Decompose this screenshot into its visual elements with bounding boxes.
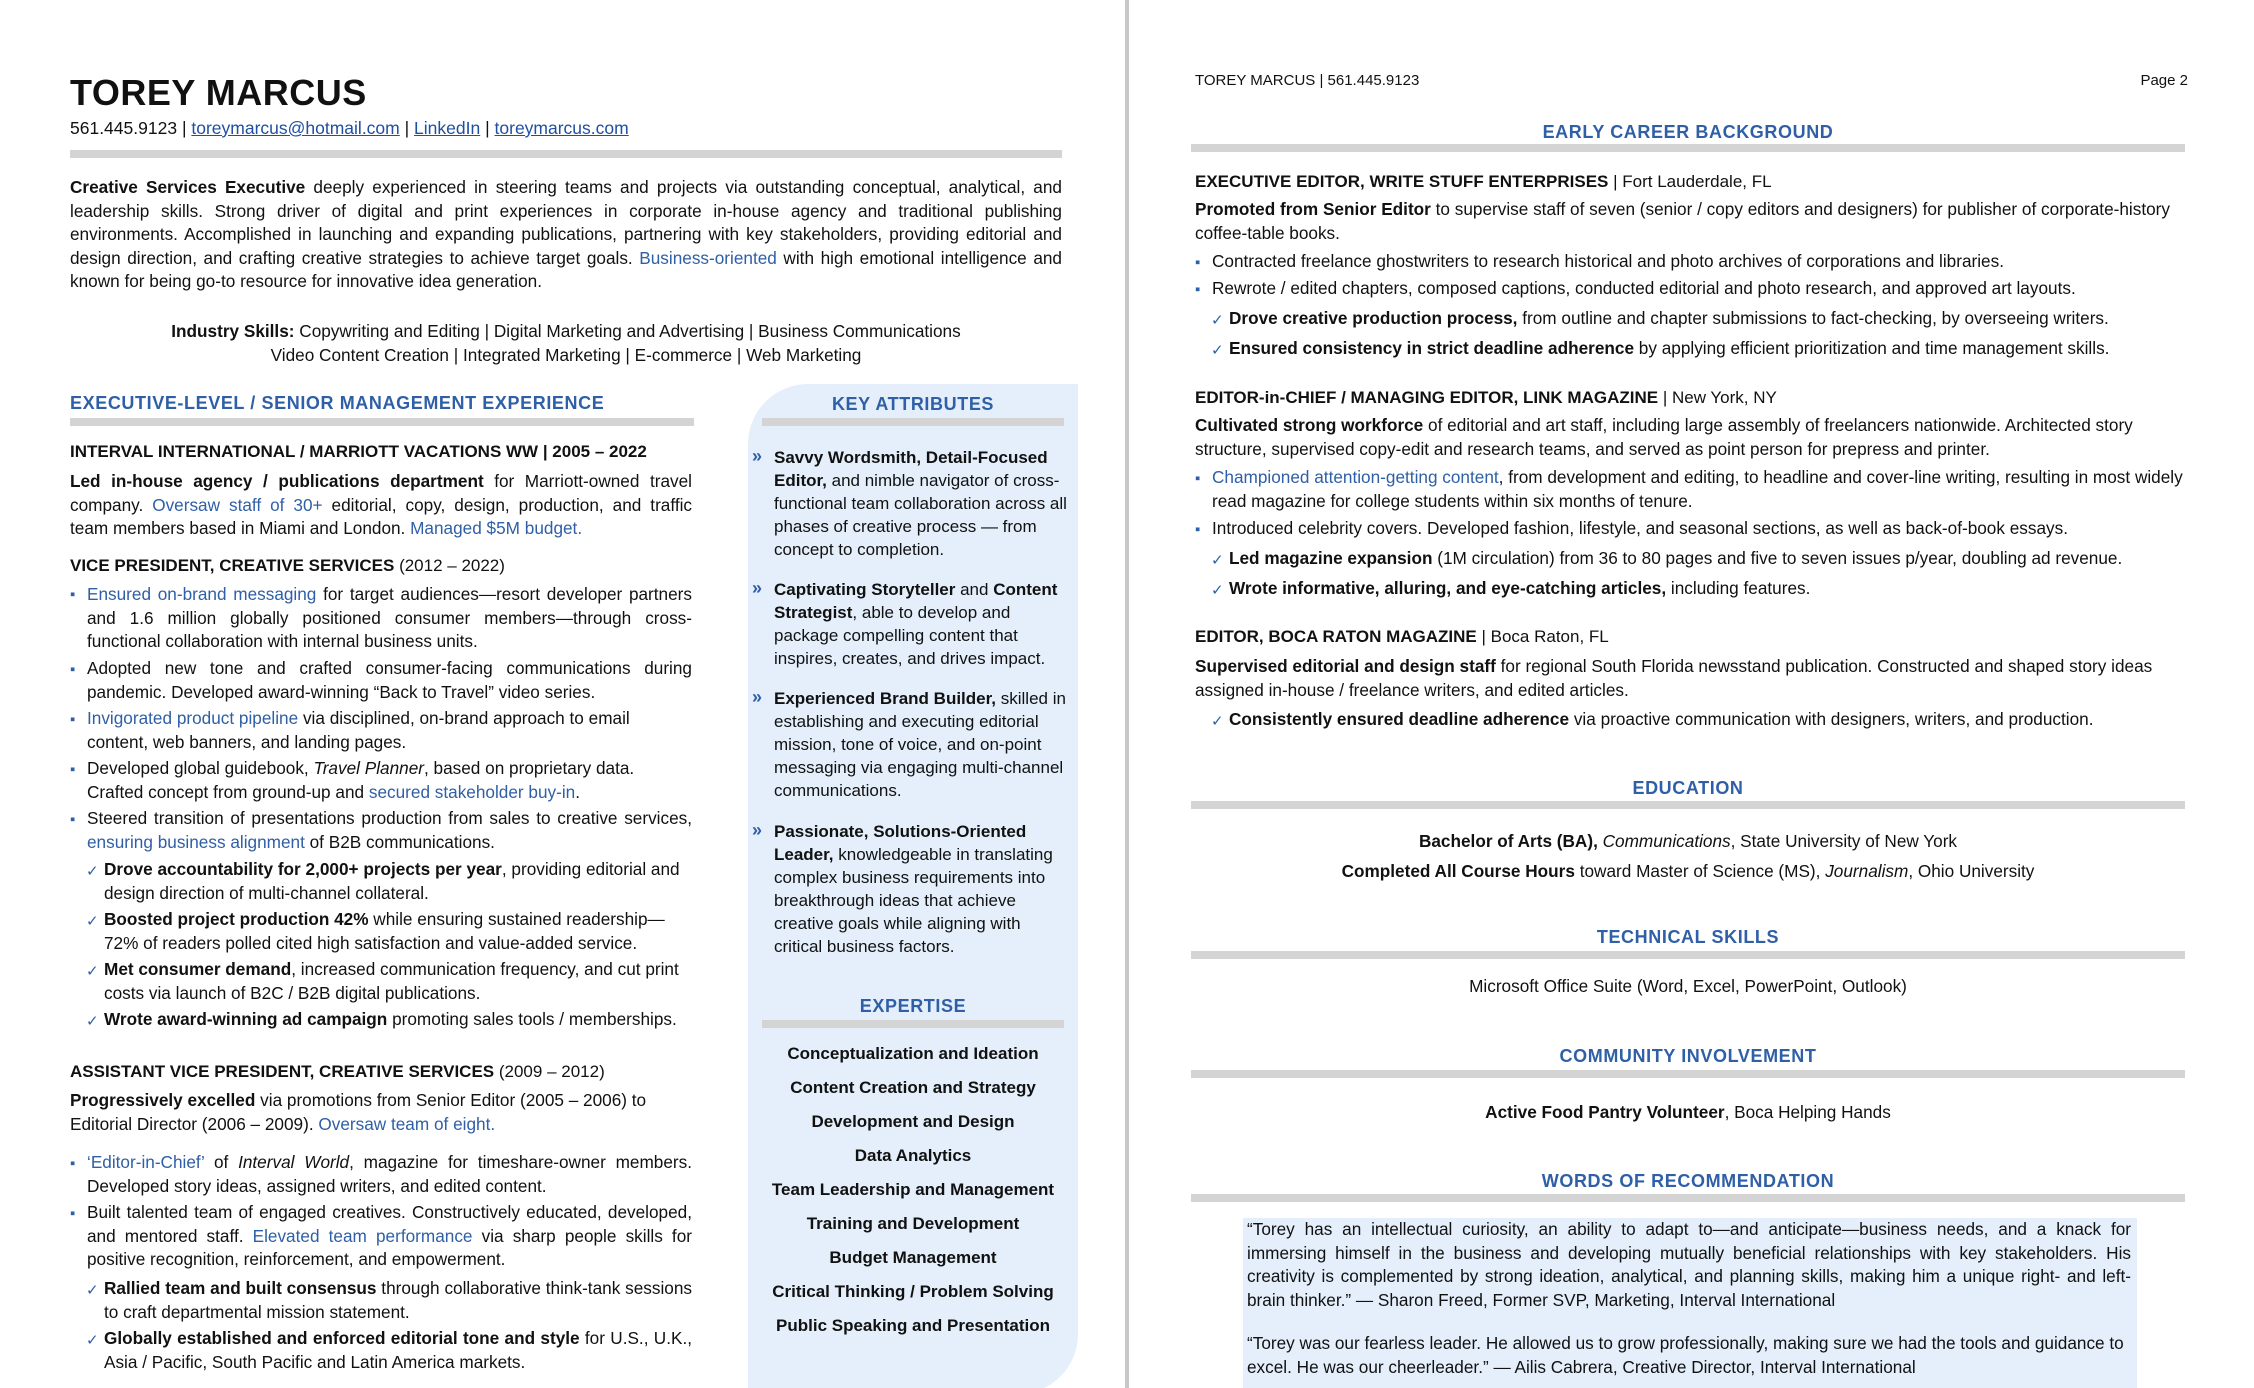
- community-rule: [1191, 1070, 2185, 1078]
- bullet-square-icon: ▪: [1195, 281, 1201, 298]
- experience-rule: [70, 418, 694, 426]
- avp-title: [70, 1062, 605, 1082]
- recommendation-quote-1: “Torey has an intellectual curiosity, an ability to adapt to—and anticipate—business needs, and a knack for immersing himself in the business and developing mutually beneficial relationships with key stakeholders. His creativity is complemented by strong ideation, analytical, and planning skills, making him a unique right- and left-brain thinker.” — Sharon Freed, Former SVP, Marketing, Interval International: [1247, 1219, 2131, 1310]
- vp-bullet-2: Adopted new tone and crafted consumer-facing communications during pandemic. Developed award-winning “Back to Travel” video series.: [87, 658, 692, 702]
- expertise-item: Training and Development: [806, 1214, 1020, 1233]
- bullet-square-icon: ▪: [70, 761, 76, 778]
- vp-bullet-5-highlight: ensuring business alignment: [87, 831, 305, 852]
- vp-check-4-text: promoting sales tools / memberships.: [387, 1009, 677, 1029]
- vp-bullet-4: [87, 757, 692, 804]
- avp-check-2-bold: Globally established and enforced editorial tone and style: [104, 1328, 580, 1348]
- avp-bullet-2-highlight: Elevated team performance: [252, 1225, 473, 1246]
- vp-bullet-5: [87, 807, 692, 854]
- education-heading: EDUCATION: [1632, 778, 1744, 798]
- vp-years: (2012 – 2022): [394, 556, 505, 575]
- chevron-icon: »: [752, 578, 763, 598]
- technical-skills-rule: [1191, 951, 2185, 959]
- expertise-item: Data Analytics: [854, 1146, 972, 1165]
- employer-intro-text: for Marriott-owned travel company.: [70, 471, 692, 515]
- job-1-location: | Fort Lauderdale, FL: [1608, 172, 1772, 191]
- avp-role: ASSISTANT VICE PRESIDENT, CREATIVE SERVICES: [70, 1062, 495, 1081]
- coursework-school: , Ohio University: [1908, 861, 2035, 881]
- key-attribute-2: [774, 578, 1070, 670]
- early-career-rule: [1191, 144, 2185, 152]
- vp-role: VICE PRESIDENT, CREATIVE SERVICES: [70, 556, 395, 575]
- avp-intro-highlight: Oversaw team of eight.: [318, 1113, 496, 1134]
- education-rule: [1191, 801, 2185, 809]
- bullet-square-icon: ▪: [70, 1205, 76, 1222]
- employer-intro-highlight2: Managed $5M budget.: [410, 518, 583, 538]
- job-1-intro-bold: Promoted from Senior Editor: [1195, 199, 1431, 219]
- avp-bullet-2-text: Built talented team of engaged creatives. Constructively educated, developed, and mentored staff.: [87, 1202, 692, 1246]
- key-attribute-1: [774, 446, 1070, 561]
- expertise-item: Critical Thinking / Problem Solving: [772, 1282, 1054, 1301]
- vp-check-1-bold: Drove accountability for 2,000+ projects per year: [104, 859, 502, 879]
- attributes-sidebar: [748, 384, 1078, 1388]
- avp-bullet-2-text2: via sharp people skills for positive recognition, reinforcement, and empowerment.: [87, 1225, 692, 1269]
- job-2-bullet-1-text: , from development and editing, to headline and cover-line writing, resulting in most widely read magazine for college students within six months of tenure.: [1212, 467, 2183, 511]
- separator: |: [404, 118, 410, 138]
- job-2-intro-bold: Cultivated strong workforce: [1195, 415, 1424, 435]
- bullet-square-icon: ▪: [70, 811, 76, 828]
- vp-check-3-bold: Met consumer demand: [104, 959, 292, 979]
- separator: |: [181, 118, 187, 138]
- degree-line: [1191, 826, 2185, 856]
- avp-check-1-text: through collaborative think-tank sessions to craft departmental mission statement.: [104, 1278, 693, 1322]
- job-1-intro: [1195, 198, 2185, 245]
- employer-intro-text2: editorial, copy, design, production, and traffic team members based in Miami and London.: [70, 494, 693, 538]
- avp-bullet-1: [87, 1151, 692, 1198]
- vp-check-1-text: , providing editorial and design direction of multi-channel collateral.: [104, 859, 680, 903]
- avp-check-1-bold: Rallied team and built consensus: [104, 1278, 377, 1298]
- community-role: Active Food Pantry Volunteer: [1485, 1102, 1725, 1122]
- job-3-check-1: [1229, 708, 2185, 732]
- community-line: [1191, 1102, 2185, 1123]
- recommendation-quote-2: “Torey was our fearless leader. He allowed us to grow professionally, making sure we had the tools and guidance to excel. He was our cheerleader.” — Ailis Cabrera, Creative Director, Interval International: [1247, 1333, 2124, 1377]
- job-2-bullet-2: Introduced celebrity covers. Developed fashion, lifestyle, and seasonal sections, as well as back-of-book essays.: [1212, 518, 2069, 538]
- avp-bullet-2: [87, 1201, 692, 1272]
- job-1-title: [1195, 172, 1772, 192]
- employer-intro: [70, 470, 692, 541]
- vp-check-2-bold: Boosted project production 42%: [104, 909, 369, 929]
- resume-page-2: [1129, 0, 2254, 1388]
- recommendation-box: [1243, 1218, 2137, 1388]
- avp-bullet-1-italic: Interval World: [238, 1152, 350, 1172]
- resume-page-1: [0, 0, 1125, 1388]
- phone-number: 561.445.9123: [70, 118, 178, 138]
- avp-check-2-text: for U.S., U.K., Asia / Pacific, South Pacific and Latin America markets.: [104, 1328, 692, 1372]
- job-1-check-2: [1229, 337, 2185, 361]
- bullet-square-icon: ▪: [70, 711, 76, 728]
- coursework-bold: Completed All Course Hours: [1341, 861, 1575, 881]
- avp-intro-text: via promotions from Senior Editor (2005 – 2006) to Editorial Director (2006 – 2009).: [70, 1090, 647, 1134]
- page-2-header-name: TOREY MARCUS | 561.445.9123: [1195, 72, 1420, 89]
- vp-bullet-4-text2: , based on proprietary data. Crafted concept from ground-up and: [87, 758, 635, 802]
- job-1-bullet-2: Rewrote / edited chapters, composed captions, conducted editorial and photo research, and approved art layouts.: [1212, 278, 2076, 298]
- checkmark-icon: ✓: [1211, 552, 1224, 569]
- job-1-check-1: [1229, 307, 2185, 331]
- key-attribute-3-bold: Experienced Brand Builder,: [774, 689, 997, 708]
- expertise-heading: EXPERTISE: [859, 996, 967, 1016]
- checkmark-icon: ✓: [1211, 713, 1224, 730]
- expertise-item: Public Speaking and Presentation: [776, 1316, 1050, 1335]
- checkmark-icon: ✓: [1211, 312, 1224, 329]
- contact-line: [70, 118, 629, 139]
- job-1-check-1-bold: Drove creative production process,: [1229, 308, 1518, 328]
- education-details: [1191, 826, 2185, 886]
- summary-highlight: Business-oriented: [639, 247, 777, 268]
- candidate-name: TOREY MARCUS: [70, 72, 367, 113]
- job-1-intro-text: to supervise staff of seven (senior / copy editors and designers) for publisher of corporate-history coffee-table books.: [1195, 199, 2170, 243]
- summary-text-end: with high emotional intelligence and known for being go-to resource for innovative idea generation.: [70, 247, 1062, 291]
- job-3-role: EDITOR, BOCA RATON MAGAZINE: [1195, 627, 1477, 646]
- industry-skills-label: Industry Skills:: [171, 321, 295, 341]
- vp-bullet-1: [87, 583, 692, 654]
- key-attribute-4: [774, 820, 1070, 958]
- job-2-intro-text: of editorial and art staff, including large assembly of freelancers nationwide. Architected story structure, supervised copy-edit and research teams, and served as point person for prepress and printer.: [1195, 415, 2133, 459]
- key-attribute-1-bold: Savvy Wordsmith, Detail-Focused Editor,: [774, 448, 1048, 490]
- recommendation-rule: [1191, 1194, 2185, 1202]
- bullet-square-icon: ▪: [70, 586, 76, 603]
- job-3-intro: [1195, 655, 2185, 702]
- checkmark-icon: ✓: [86, 1332, 99, 1349]
- job-3-intro-text: for regional South Florida newsstand publication. Constructed and shaped story ideas assigned in-house / freelance writers, and edited articles.: [1195, 656, 2153, 700]
- job-2-check-1: [1229, 547, 2185, 571]
- checkmark-icon: ✓: [86, 1282, 99, 1299]
- vp-check-3: [104, 958, 692, 1005]
- vp-bullet-4-italic: Travel Planner: [313, 758, 424, 778]
- key-attribute-2-mid: and: [955, 580, 994, 599]
- vp-bullet-1-text: for target audiences—resort developer partners and 1.6 million globally positioned consumer members—through cross-functional collaboration with internal business units.: [87, 584, 692, 651]
- checkmark-icon: ✓: [86, 1013, 99, 1030]
- key-attribute-1-text: and nimble navigator of cross-functional team collaboration across all phases of creative process — from concept to completion.: [774, 471, 1067, 559]
- job-1-bullet-1: Contracted freelance ghostwriters to research historical and photo archives of corporations and libraries.: [1212, 251, 2004, 271]
- avp-check-2: [104, 1327, 692, 1374]
- vp-bullet-3-text: via disciplined, on-brand approach to email content, web banners, and landing pages.: [87, 708, 630, 752]
- employer-title: INTERVAL INTERNATIONAL / MARRIOTT VACATIONS WW | 2005 – 2022: [70, 442, 647, 461]
- expertise-rule: [762, 1020, 1064, 1028]
- avp-bullet-1-text: of: [204, 1152, 239, 1172]
- vp-check-4-bold: Wrote award-winning ad campaign: [104, 1009, 388, 1029]
- email-link[interactable]: toreymarcus@hotmail.com: [191, 118, 400, 138]
- job-1-check-2-bold: Ensured consistency in strict deadline adherence: [1229, 338, 1634, 358]
- bullet-square-icon: ▪: [70, 1155, 76, 1172]
- vp-bullet-1-highlight: Ensured on-brand messaging: [87, 584, 317, 604]
- expertise-item: Team Leadership and Management: [771, 1180, 1055, 1199]
- job-2-intro: [1195, 414, 2185, 461]
- job-2-title: [1195, 388, 1777, 408]
- job-3-location: | Boca Raton, FL: [1476, 627, 1609, 646]
- key-attribute-2-bold: Captivating Storyteller: [774, 580, 956, 599]
- industry-skills-line1: Copywriting and Editing | Digital Marketing and Advertising | Business Communications: [294, 321, 961, 341]
- key-attribute-4-text: knowledgeable in translating complex business requirements into breakthrough ideas that achieve creative goals while aligning with critical business factors.: [774, 845, 1053, 956]
- job-1-check-2-text: by applying efficient prioritization and time management skills.: [1634, 338, 2110, 358]
- coursework-line: [1191, 856, 2185, 886]
- coursework-major: Journalism: [1825, 861, 1909, 881]
- checkmark-icon: ✓: [1211, 342, 1224, 359]
- bullet-square-icon: ▪: [1195, 470, 1201, 487]
- experience-heading: EXECUTIVE-LEVEL / SENIOR MANAGEMENT EXPERIENCE: [70, 393, 605, 413]
- degree-school: , State University of New York: [1730, 831, 1958, 851]
- vp-bullet-4-text: Developed global guidebook,: [87, 758, 314, 778]
- job-2-check-2-bold: Wrote informative, alluring, and eye-catching articles,: [1229, 578, 1667, 598]
- job-2-bullet-1-highlight: Championed attention-getting content: [1212, 467, 1499, 487]
- vp-check-2-text: while ensuring sustained readership—72% of readers polled cited high satisfaction and value-added service.: [104, 909, 665, 953]
- bullet-square-icon: ▪: [1195, 254, 1201, 271]
- job-3-check-1-text: via proactive communication with designers, writers, and production.: [1569, 709, 2094, 729]
- chevron-icon: »: [752, 687, 763, 707]
- degree-bold: Bachelor of Arts (BA),: [1418, 831, 1598, 851]
- checkmark-icon: ✓: [86, 863, 99, 880]
- avp-intro-bold: Progressively excelled: [70, 1090, 256, 1110]
- avp-bullet-1-highlight: ‘Editor-in-Chief’: [87, 1152, 205, 1172]
- coursework-text: toward Master of Science (MS),: [1574, 861, 1826, 881]
- avp-intro: [70, 1089, 692, 1136]
- summary-text: deeply experienced in steering teams and projects via outstanding conceptual, analytical, and leadership skills. Strong driver of digital and print experiences in corporate in-house agency and traditional publishing environments. Accomplished in launching and expanding publications, partnering with key stakeholders, providing editorial and design direction, and crafting creative strategies to achieve target goals.: [70, 177, 1062, 268]
- separator: |: [485, 118, 490, 138]
- summary-lead: Creative Services Executive: [70, 177, 306, 197]
- key-attributes-rule: [762, 418, 1064, 426]
- job-2-role: EDITOR-in-CHIEF / MANAGING EDITOR, LINK MAGAZINE: [1195, 388, 1659, 407]
- job-1-role: EXECUTIVE EDITOR, WRITE STUFF ENTERPRISES: [1195, 172, 1609, 191]
- expertise-item: Budget Management: [829, 1248, 997, 1267]
- key-attribute-2-text: , able to develop and package compelling content that inspires, creates, and drives impact.: [774, 603, 1046, 668]
- employer-intro-highlight: Oversaw staff of 30+: [152, 494, 323, 515]
- checkmark-icon: ✓: [86, 963, 99, 980]
- summary-paragraph: [70, 176, 1062, 294]
- expertise-item: Conceptualization and Ideation: [787, 1044, 1039, 1063]
- job-2-location: | New York, NY: [1658, 388, 1777, 407]
- bullet-square-icon: ▪: [1195, 521, 1201, 538]
- key-attribute-2-bold2: Content Strategist: [774, 580, 1058, 622]
- key-attributes-heading: KEY ATTRIBUTES: [831, 394, 995, 414]
- degree-major: Communications: [1602, 831, 1731, 851]
- vp-bullet-5-text: Steered transition of presentations production from sales to creative services,: [87, 808, 692, 828]
- job-1-check-1-text: from outline and chapter submissions to fact-checking, by overseeing writers.: [1517, 308, 2109, 328]
- job-2-bullet-1: [1212, 466, 2184, 513]
- vp-check-3-text: , increased communication frequency, and cut print costs via launch of B2C / B2B digital publications.: [104, 959, 679, 1003]
- chevron-icon: »: [752, 446, 763, 466]
- community-org: , Boca Helping Hands: [1724, 1102, 1891, 1122]
- expertise-item: Content Creation and Strategy: [790, 1078, 1036, 1097]
- recommendation-heading: WORDS OF RECOMMENDATION: [1541, 1171, 1835, 1191]
- vp-bullet-3-highlight: Invigorated product pipeline: [87, 708, 299, 728]
- page-number: Page 2: [2140, 72, 2188, 89]
- key-attribute-3: [774, 687, 1070, 802]
- header-rule: [70, 150, 1062, 158]
- job-3-check-1-bold: Consistently ensured deadline adherence: [1229, 709, 1570, 729]
- job-3-title: [1195, 627, 1609, 647]
- vp-check-2: [104, 908, 692, 955]
- vp-bullet-5-text2: of B2B communications.: [304, 831, 495, 852]
- job-2-check-2: [1229, 577, 2185, 601]
- job-2-check-1-bold: Led magazine expansion: [1229, 548, 1433, 568]
- industry-skills-line2: Video Content Creation | Integrated Marketing | E-commerce | Web Marketing: [270, 344, 862, 365]
- industry-skills: [70, 320, 1062, 367]
- website-link[interactable]: toreymarcus.com: [494, 118, 629, 138]
- avp-years: (2009 – 2012): [494, 1062, 605, 1081]
- vp-check-4: [104, 1008, 724, 1032]
- employer-intro-lead: Led in-house agency / publications department: [70, 471, 484, 491]
- key-attribute-3-text: skilled in establishing and executing editorial mission, tone of voice, and on-point messaging via engaging multi-channel communications.: [774, 689, 1066, 800]
- job-2-check-1-text: (1M circulation) from 36 to 80 pages and five to seven issues p/year, doubling ad revenue.: [1432, 548, 2123, 568]
- technical-skills-line: Microsoft Office Suite (Word, Excel, PowerPoint, Outlook): [1469, 976, 1907, 996]
- technical-skills-heading: TECHNICAL SKILLS: [1596, 927, 1780, 947]
- vp-check-1: [104, 858, 692, 905]
- job-2-check-2-text: including features.: [1666, 578, 1811, 598]
- avp-bullet-1-text2: , magazine for timeshare-owner members. Developed story ideas, assigned writers, and edited content.: [87, 1152, 692, 1196]
- job-3-intro-bold: Supervised editorial and design staff: [1195, 656, 1496, 676]
- vp-title: [70, 556, 505, 576]
- community-heading: COMMUNITY INVOLVEMENT: [1559, 1046, 1817, 1066]
- expertise-item: Development and Design: [811, 1112, 1015, 1131]
- vp-bullet-4-highlight: secured stakeholder buy-in: [368, 781, 576, 802]
- chevron-icon: »: [752, 820, 763, 840]
- early-career-heading: EARLY CAREER BACKGROUND: [1542, 122, 1834, 142]
- bullet-square-icon: ▪: [70, 661, 76, 678]
- vp-bullet-4-text3: .: [575, 781, 581, 802]
- avp-check-1: [104, 1277, 692, 1324]
- checkmark-icon: ✓: [86, 913, 99, 930]
- checkmark-icon: ✓: [1211, 582, 1224, 599]
- linkedin-link[interactable]: LinkedIn: [414, 118, 481, 138]
- key-attribute-4-bold: Passionate, Solutions-Oriented Leader,: [774, 822, 1027, 864]
- vp-bullet-3: [87, 707, 692, 754]
